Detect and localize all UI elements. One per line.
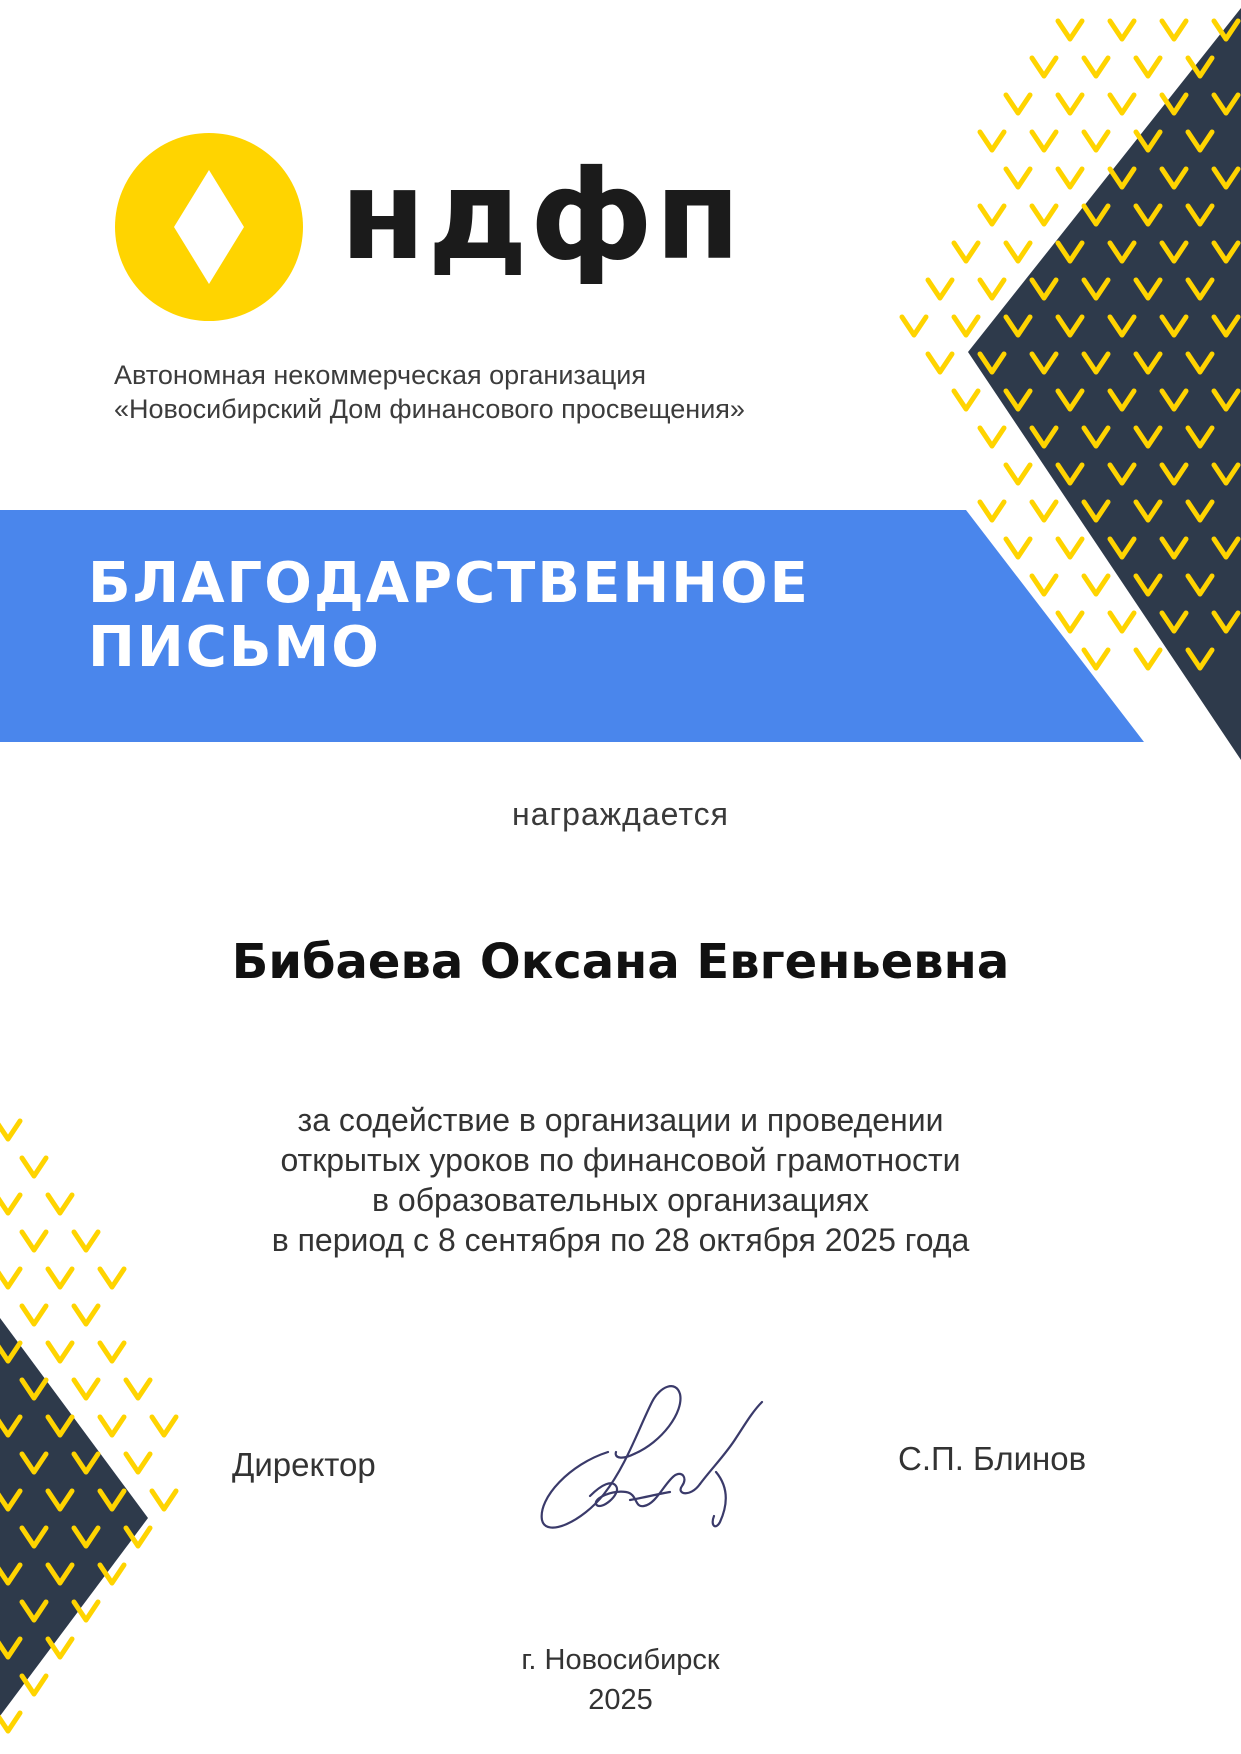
chevron-icon [126,1380,150,1398]
handwritten-signature [530,1372,790,1542]
chevron-icon [152,1417,176,1435]
chevron-icon [1110,21,1134,39]
chevron-icon [1032,58,1056,76]
organization-line: Автономная некоммерческая организация [114,360,646,390]
footer-city: г. Новосибирск [521,1644,720,1676]
chevron-icon [1032,206,1056,224]
chevron-icon [48,1269,72,1287]
title-line: ПИСЬМО [88,615,381,680]
chevron-icon [1084,132,1108,150]
chevron-icon [1006,465,1030,483]
chevron-icon [100,1269,124,1287]
reason-line: в образовательных организациях [372,1182,869,1218]
chevron-icon [74,1380,98,1398]
organization-name [114,358,745,426]
chevron-icon [954,243,978,261]
chevron-icon [126,1454,150,1472]
chevron-icon [48,1343,72,1361]
reason-line: за содействие в организации и проведении [297,1102,944,1138]
chevron-icon [1162,21,1186,39]
chevron-icon [1032,132,1056,150]
chevron-icon [1136,58,1160,76]
chevron-icon [74,1602,98,1620]
chevron-icon [1110,95,1134,113]
chevron-icon [980,428,1004,446]
chevron-icon [954,317,978,335]
brand-name: ндфп [340,144,743,288]
chevron-icon [980,280,1004,298]
diamond-in-circle-icon [114,132,304,322]
reason-line: открытых уроков по финансовой грамотности [280,1142,961,1178]
organization-line: «Новосибирский Дом финансового просвещения» [114,394,745,424]
chevron-icon [152,1491,176,1509]
chevron-icon [100,1343,124,1361]
chevron-icon [902,317,926,335]
chevron-icon [100,1417,124,1435]
title-line: БЛАГОДАРСТВЕННОЕ [88,551,810,616]
reason-line: в период с 8 сентября по 28 октября 2025 года [271,1222,970,1258]
footer [0,1640,1241,1720]
chevron-icon [928,280,952,298]
footer-year: 2025 [588,1684,653,1716]
awarded-label: награждается [512,796,729,832]
signer-position: Директор [232,1446,376,1483]
chevron-icon [100,1565,124,1583]
chevron-icon [1006,243,1030,261]
chevron-icon [1006,95,1030,113]
recipient-name: Бибаева Оксана Евгеньевна [231,934,1010,990]
chevron-icon [980,132,1004,150]
chevron-icon [928,354,952,372]
signer-name: С.П. Блинов [898,1440,1087,1477]
chevron-icon [954,391,978,409]
chevron-icon [1006,169,1030,187]
document-title [88,552,810,680]
chevron-icon [1058,169,1082,187]
award-reason [0,1100,1241,1260]
chevron-icon [980,206,1004,224]
chevron-icon [1058,95,1082,113]
chevron-icon [74,1306,98,1324]
chevron-icon [0,1269,20,1287]
chevron-icon [22,1306,46,1324]
chevron-icon [1058,21,1082,39]
chevron-icon [1084,58,1108,76]
